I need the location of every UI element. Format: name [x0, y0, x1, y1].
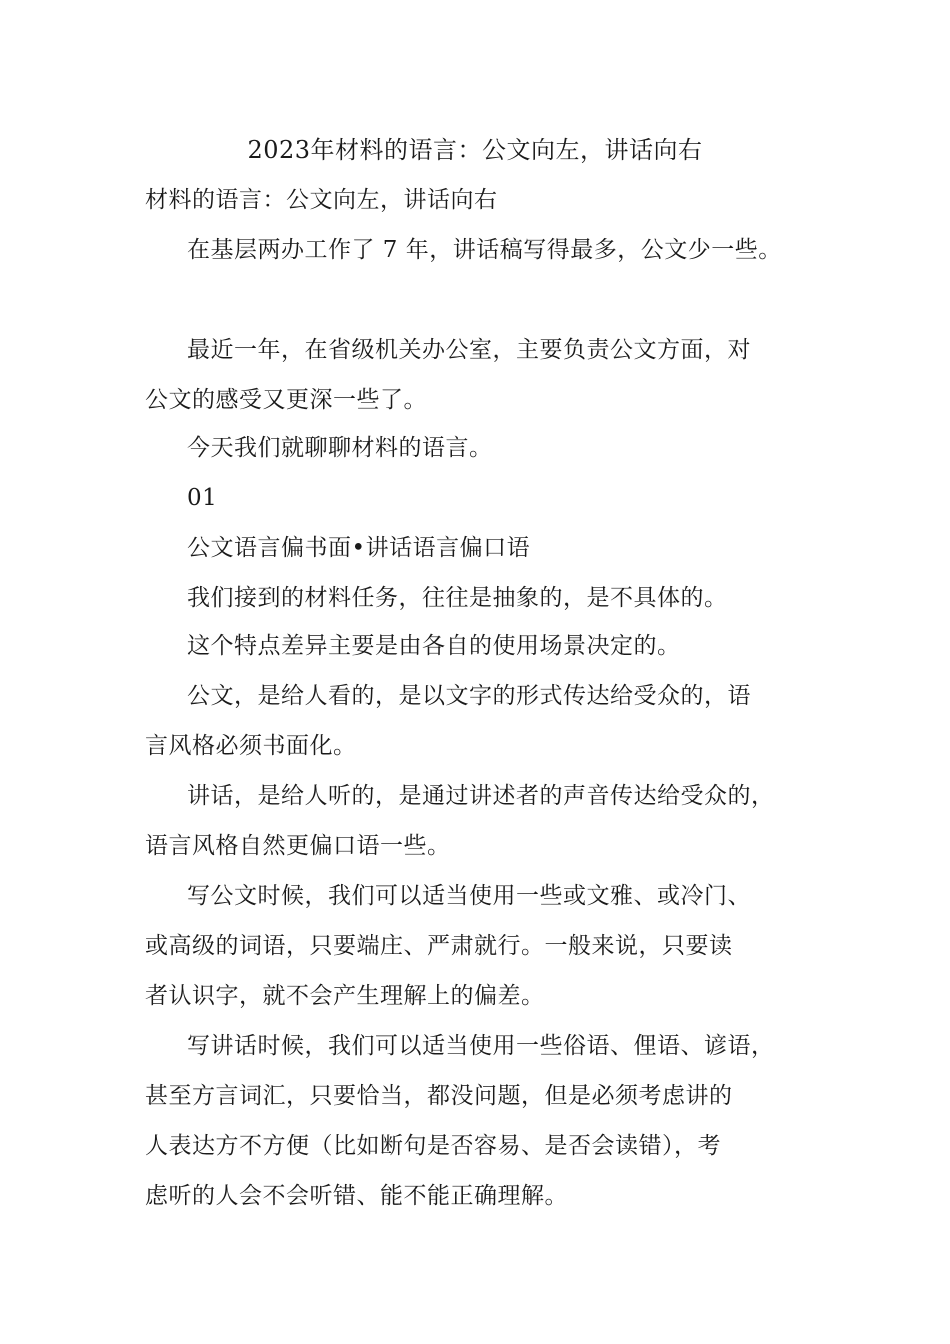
paragraph-line: 或高级的词语，只要端庄、严肃就行。一般来说，只要读: [145, 933, 733, 959]
paragraph-line: 在基层两办工作了 7 年，讲话稿写得最多，公文少一些。: [187, 237, 782, 263]
paragraph-line: 公文的感受又更深一些了。: [145, 387, 427, 413]
paragraph-line: 公文，是给人看的，是以文字的形式传达给受众的，语: [187, 683, 751, 709]
paragraph-line: 讲话，是给人听的，是通过讲述者的声音传达给受众的，: [187, 783, 775, 809]
paragraph-line: 这个特点差异主要是由各自的使用场景决定的。: [187, 633, 681, 659]
paragraph-line: 言风格必须书面化。: [145, 733, 357, 759]
paragraph-line: 虑听的人会不会听错、能不能正确理解。: [145, 1183, 568, 1209]
paragraph-line: 人表达方不方便（比如断句是否容易、是否会读错），考: [145, 1133, 721, 1159]
paragraph-line: 我们接到的材料任务，往往是抽象的，是不具体的。: [187, 585, 728, 611]
section-heading: 公文语言偏书面•讲话语言偏口语: [187, 535, 531, 561]
document-subtitle: 材料的语言：公文向左，讲话向右: [145, 187, 498, 213]
paragraph-line: 者认识字，就不会产生理解上的偏差。: [145, 983, 545, 1009]
paragraph-line: 写讲话时候，我们可以适当使用一些俗语、俚语、谚语，: [187, 1033, 775, 1059]
section-number: 01: [187, 485, 218, 511]
paragraph-line: 最近一年，在省级机关办公室，主要负责公文方面，对: [187, 337, 751, 363]
paragraph-line: 今天我们就聊聊材料的语言。: [187, 435, 493, 461]
document-title: 2023年材料的语言：公文向左，讲话向右: [247, 136, 703, 164]
paragraph-line: 语言风格自然更偏口语一些。: [145, 833, 451, 859]
paragraph-line: 甚至方言词汇，只要恰当，都没问题，但是必须考虑讲的: [145, 1083, 733, 1109]
paragraph-line: 写公文时候，我们可以适当使用一些或文雅、或冷门、: [187, 883, 751, 909]
